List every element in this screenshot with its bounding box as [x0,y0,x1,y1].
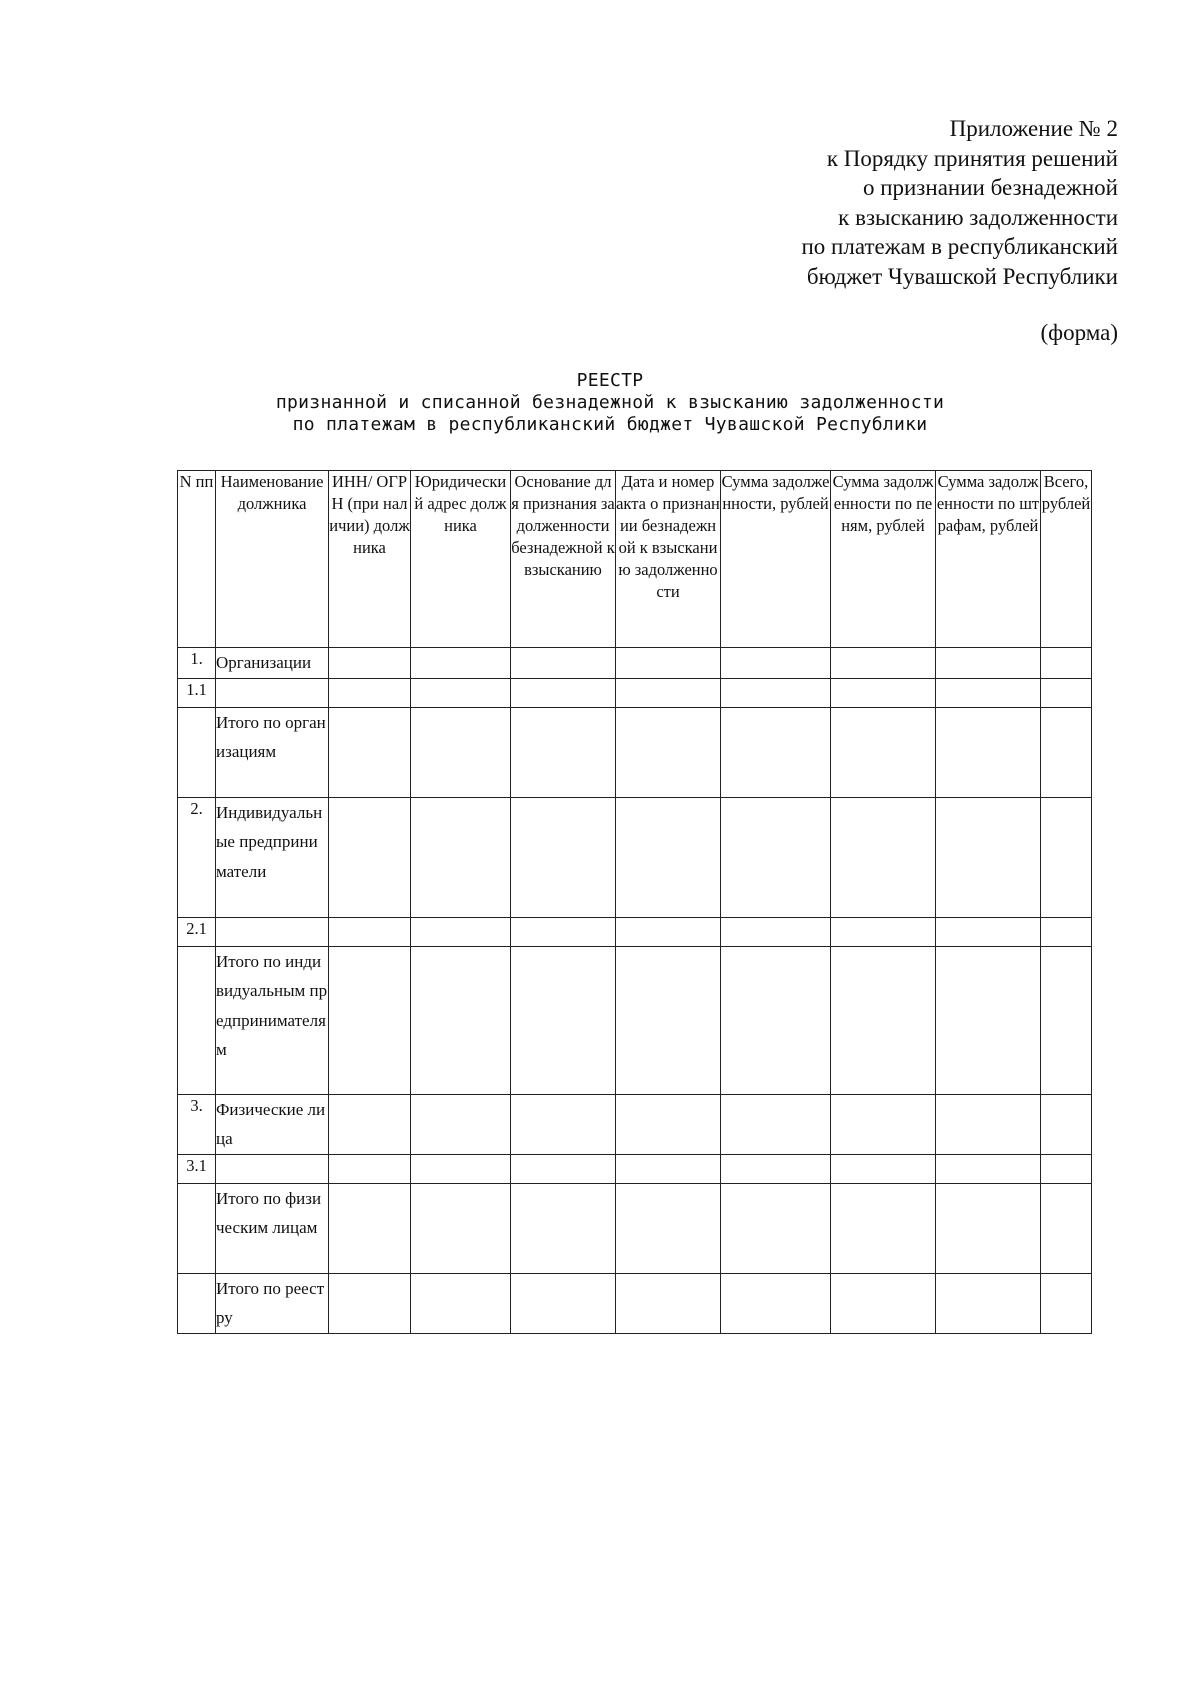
column-header: Наименование должника [216,471,329,648]
column-header: Юридический адрес должника [411,471,511,648]
empty-cell [1041,648,1092,679]
empty-cell [831,678,936,707]
empty-cell [411,1154,511,1183]
empty-cell [1041,1094,1092,1154]
appendix-line: Приложение № 2 [949,116,1118,141]
table-header-row [178,471,1092,648]
row-name: Организации [216,648,329,679]
empty-cell [721,1094,831,1154]
empty-cell [511,707,616,797]
empty-cell [831,648,936,679]
empty-cell [721,1183,831,1273]
row-number: 1. [178,648,216,679]
empty-cell [831,917,936,946]
empty-cell [936,917,1041,946]
empty-cell [511,1273,616,1333]
empty-cell [936,707,1041,797]
empty-cell [329,1273,411,1333]
empty-cell [1041,678,1092,707]
empty-cell [411,1094,511,1154]
empty-cell [616,1183,721,1273]
document-title [230,370,990,436]
empty-cell [616,797,721,917]
row-number: 2.1 [178,917,216,946]
column-header: Сумма задолженности, рублей [721,471,831,648]
empty-cell [411,797,511,917]
empty-cell [936,946,1041,1094]
empty-cell [936,1154,1041,1183]
table-row [178,1094,1092,1154]
empty-cell [511,678,616,707]
title-line: признанной и списанной безнадежной к взысканию задолженности [275,392,945,413]
column-header: ИНН/ ОГРН (при наличии) должника [329,471,411,648]
empty-cell [411,946,511,1094]
column-header: Сумма задолженности по пеням, рублей [831,471,936,648]
empty-cell [831,1183,936,1273]
title-line: по платежам в республиканский бюджет Чувашской Республики [292,414,928,435]
empty-cell [1041,1273,1092,1333]
appendix-line: к взысканию задолженности [838,204,1118,230]
column-header: Основание для признания задолженности безнадежной к взысканию [511,471,616,648]
appendix-reference [802,114,1119,291]
title-line: РЕЕСТР [576,370,644,391]
empty-cell [831,1154,936,1183]
empty-cell [511,946,616,1094]
row-number: 3. [178,1094,216,1154]
row-number: 2. [178,797,216,917]
empty-cell [831,946,936,1094]
empty-cell [721,707,831,797]
column-header: Сумма задолженности по штрафам, рублей [936,471,1041,648]
empty-cell [1041,946,1092,1094]
row-number [178,1273,216,1333]
empty-cell [721,678,831,707]
empty-cell [329,917,411,946]
empty-cell [329,678,411,707]
empty-cell [329,1183,411,1273]
table-row [178,1154,1092,1183]
empty-cell [411,648,511,679]
column-header: N пп [178,471,216,648]
empty-cell [616,707,721,797]
row-name [216,678,329,707]
empty-cell [511,1183,616,1273]
empty-cell [721,1273,831,1333]
empty-cell [616,917,721,946]
empty-cell [329,1094,411,1154]
empty-cell [831,707,936,797]
form-label: (форма) [1040,320,1118,345]
registry-table [177,470,1092,1334]
table-row [178,1273,1092,1333]
empty-cell [616,1154,721,1183]
row-name [216,1154,329,1183]
row-number [178,946,216,1094]
empty-cell [721,917,831,946]
empty-cell [616,946,721,1094]
empty-cell [721,946,831,1094]
empty-cell [411,678,511,707]
row-name: Итого по индивидуальным предпринимателям [216,946,329,1094]
empty-cell [411,1273,511,1333]
row-name: Физические лица [216,1094,329,1154]
empty-cell [1041,707,1092,797]
table-row [178,917,1092,946]
empty-cell [329,707,411,797]
table-row [178,648,1092,679]
table-row [178,1183,1092,1273]
empty-cell [616,1094,721,1154]
empty-cell [721,648,831,679]
empty-cell [1041,1183,1092,1273]
empty-cell [616,678,721,707]
row-name: Итого по организациям [216,707,329,797]
empty-cell [1041,917,1092,946]
row-number: 3.1 [178,1154,216,1183]
appendix-line: бюджет Чувашской Республики [806,263,1118,289]
table-body [178,648,1092,1334]
empty-cell [1041,797,1092,917]
empty-cell [511,797,616,917]
empty-cell [411,707,511,797]
appendix-line: о признании безнадежной [862,175,1118,200]
empty-cell [616,648,721,679]
row-number [178,1183,216,1273]
table-row [178,797,1092,917]
table-row [178,707,1092,797]
empty-cell [831,797,936,917]
empty-cell [936,648,1041,679]
empty-cell [511,1154,616,1183]
empty-cell [511,1094,616,1154]
column-header: Всего, рублей [1041,471,1092,648]
empty-cell [936,1183,1041,1273]
empty-cell [721,797,831,917]
empty-cell [1041,1154,1092,1183]
empty-cell [936,1094,1041,1154]
row-name: Итого по реестру [216,1273,329,1333]
empty-cell [329,797,411,917]
empty-cell [329,648,411,679]
row-number: 1.1 [178,678,216,707]
empty-cell [511,917,616,946]
row-name [216,917,329,946]
empty-cell [329,946,411,1094]
appendix-line: к Порядку принятия решений [826,145,1118,171]
empty-cell [616,1273,721,1333]
row-number [178,707,216,797]
row-name: Итого по физическим лицам [216,1183,329,1273]
empty-cell [411,917,511,946]
empty-cell [329,1154,411,1183]
empty-cell [936,1273,1041,1333]
empty-cell [831,1094,936,1154]
empty-cell [936,678,1041,707]
column-header: Дата и номер акта о признании безнадежной к взысканию задолженности [616,471,721,648]
empty-cell [831,1273,936,1333]
empty-cell [936,797,1041,917]
appendix-line: по платежам в республиканский [801,234,1118,259]
row-name: Индивидуальные предприниматели [216,797,329,917]
empty-cell [511,648,616,679]
empty-cell [411,1183,511,1273]
table-row [178,678,1092,707]
table-row [178,946,1092,1094]
empty-cell [721,1154,831,1183]
